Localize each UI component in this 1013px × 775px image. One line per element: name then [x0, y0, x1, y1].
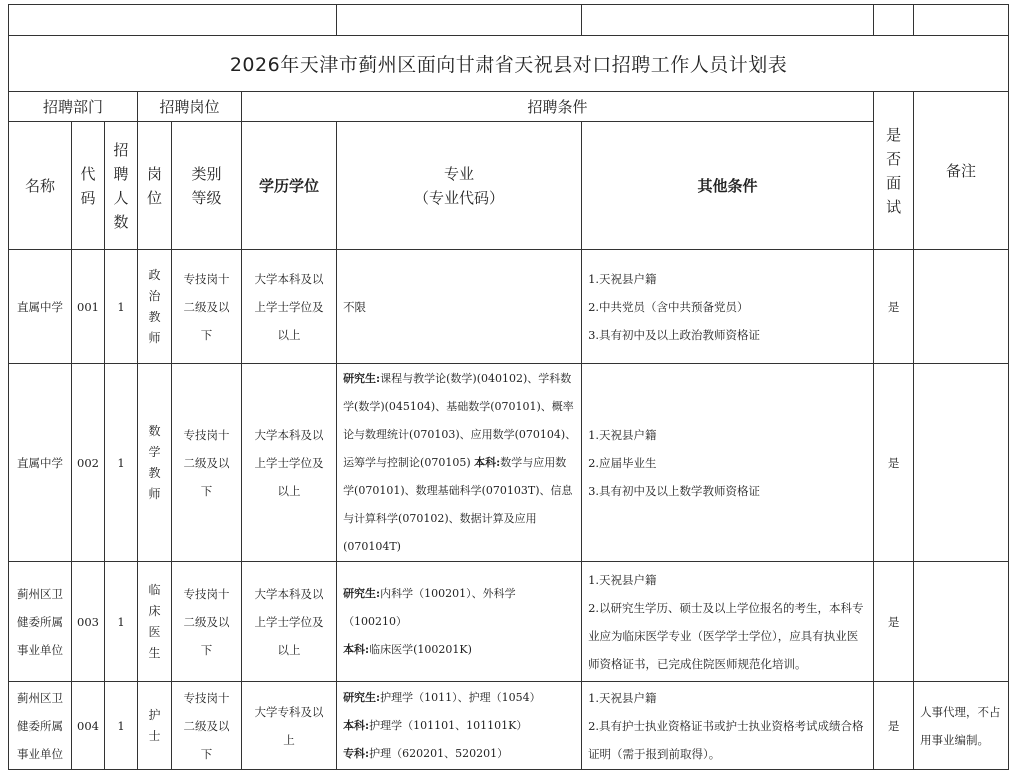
row4-name: 蓟州区卫健委所属事业单位 [9, 682, 72, 770]
row4-other-1: 1.天祝县户籍 [588, 690, 657, 705]
row2-other [582, 364, 874, 562]
row4-major-grad-text: 护理学（1011）、护理（1054） [380, 690, 541, 704]
row1-name: 直属中学 [9, 250, 72, 364]
blank-top-row [9, 5, 1009, 36]
header-category: 类别等级 [172, 122, 242, 250]
row3-other-1: 1.天祝县户籍 [588, 572, 657, 587]
row3-count: 1 [105, 562, 138, 682]
row3-interview: 是 [874, 562, 914, 682]
row1-code: 001 [72, 250, 105, 364]
header-count: 招聘人数 [105, 122, 138, 250]
header-dept: 招聘部门 [9, 92, 138, 122]
row2-major-ug-text: 数学与应用数学(070101)、数理基础科学(070103T)、信息与计算科学(070102)、数据计算及应用(070104T) [343, 455, 573, 553]
row4-category: 专技岗十二级及以下 [172, 682, 242, 770]
row4-major-jc-label: 专科: [343, 746, 370, 760]
row4-position: 护士 [138, 682, 172, 770]
header-major [337, 122, 582, 250]
row2-major-grad-label: 研究生: [343, 371, 381, 385]
row3-name: 蓟州区卫健委所属事业单位 [9, 562, 72, 682]
row2-category: 专技岗十二级及以下 [172, 364, 242, 562]
row4-education: 大学专科及以上 [242, 682, 337, 770]
row4-major-jc-text: 护理（620201、520201） [369, 746, 509, 760]
row3-major-grad-text: 内科学（100201）、外科学（100210） [343, 586, 516, 628]
row3-major-grad-label: 研究生: [343, 586, 381, 600]
header-conditions: 招聘条件 [242, 92, 874, 122]
row2-other-3: 3.具有初中及以上数学教师资格证 [588, 483, 761, 498]
row1-category: 专技岗十二级及以下 [172, 250, 242, 364]
row2-remark [914, 364, 1009, 562]
header-remark: 备注 [914, 92, 1009, 250]
header-position: 岗位 [138, 122, 172, 250]
recruitment-plan-table [8, 4, 1009, 770]
row1-position: 政治教师 [138, 250, 172, 364]
row3-major-ug-text: 临床医学(100201K) [369, 642, 472, 656]
header-code: 代码 [72, 122, 105, 250]
row1-count: 1 [105, 250, 138, 364]
row2-major-ug-label: 本科: [474, 455, 501, 469]
row3-other-2: 2.以研究生学历、硕士及以上学位报名的考生，本科专业应为临床医学专业（医学学士学位），应具有执业医师资格证书，已完成住院医师规范化培训。 [588, 600, 864, 671]
row2-count: 1 [105, 364, 138, 562]
row4-major-ug-label: 本科: [343, 718, 370, 732]
row3-code: 003 [72, 562, 105, 682]
row4-major-ug-text: 护理学（101101、101101K） [369, 718, 528, 732]
header-major-code-label: （专业代码） [414, 188, 505, 207]
row2-name: 直属中学 [9, 364, 72, 562]
row3-education: 大学本科及以上学士学位及以上 [242, 562, 337, 682]
row2-major-grad-text: 课程与教学论(数学)(040102)、学科数学(数学)(045104)、基础数学(070101)、概率论与数理统计(070103)、应用数学(070104)、运筹学与控制论(070105) [343, 371, 577, 469]
row4-major-grad-label: 研究生: [343, 690, 381, 704]
row1-interview: 是 [874, 250, 914, 364]
row4-remark: 人事代理，不占用事业编制。 [914, 682, 1009, 770]
row4-other-2: 2.具有护士执业资格证书或护士执业资格考试成绩合格证明（需于报到前取得）。 [588, 718, 864, 761]
table-row [9, 250, 1009, 364]
header-education: 学历学位 [242, 122, 337, 250]
header-interview: 是否面试 [874, 92, 914, 250]
table-title: 2026年天津市蓟州区面向甘肃省天祝县对口招聘工作人员计划表 [9, 36, 1009, 92]
row2-code: 002 [72, 364, 105, 562]
row1-other [582, 250, 874, 364]
row3-other [582, 562, 874, 682]
header-major-label: 专业 [444, 164, 475, 183]
row4-other [582, 682, 874, 770]
row3-position: 临床医生 [138, 562, 172, 682]
row4-code: 004 [72, 682, 105, 770]
table-row [9, 562, 1009, 682]
row1-other-1: 1.天祝县户籍 [588, 271, 657, 286]
header-other: 其他条件 [582, 122, 874, 250]
header-post: 招聘岗位 [138, 92, 242, 122]
row1-other-3: 3.具有初中及以上政治教师资格证 [588, 327, 761, 342]
row3-major-ug-label: 本科: [343, 642, 370, 656]
row2-other-2: 2.应届毕业生 [588, 455, 657, 470]
row2-position: 数学教师 [138, 364, 172, 562]
row3-remark [914, 562, 1009, 682]
row3-category: 专技岗十二级及以下 [172, 562, 242, 682]
row1-remark [914, 250, 1009, 364]
row4-count: 1 [105, 682, 138, 770]
row2-education: 大学本科及以上学士学位及以上 [242, 364, 337, 562]
row1-major: 不限 [337, 250, 582, 364]
row3-major [337, 562, 582, 682]
table-row [9, 364, 1009, 562]
row1-other-2: 2.中共党员（含中共预备党员） [588, 299, 749, 314]
row2-interview: 是 [874, 364, 914, 562]
row4-interview: 是 [874, 682, 914, 770]
row2-other-1: 1.天祝县户籍 [588, 427, 657, 442]
table-row [9, 682, 1009, 770]
header-name: 名称 [9, 122, 72, 250]
row4-major [337, 682, 582, 770]
row1-education: 大学本科及以上学士学位及以上 [242, 250, 337, 364]
row2-major [337, 364, 582, 562]
